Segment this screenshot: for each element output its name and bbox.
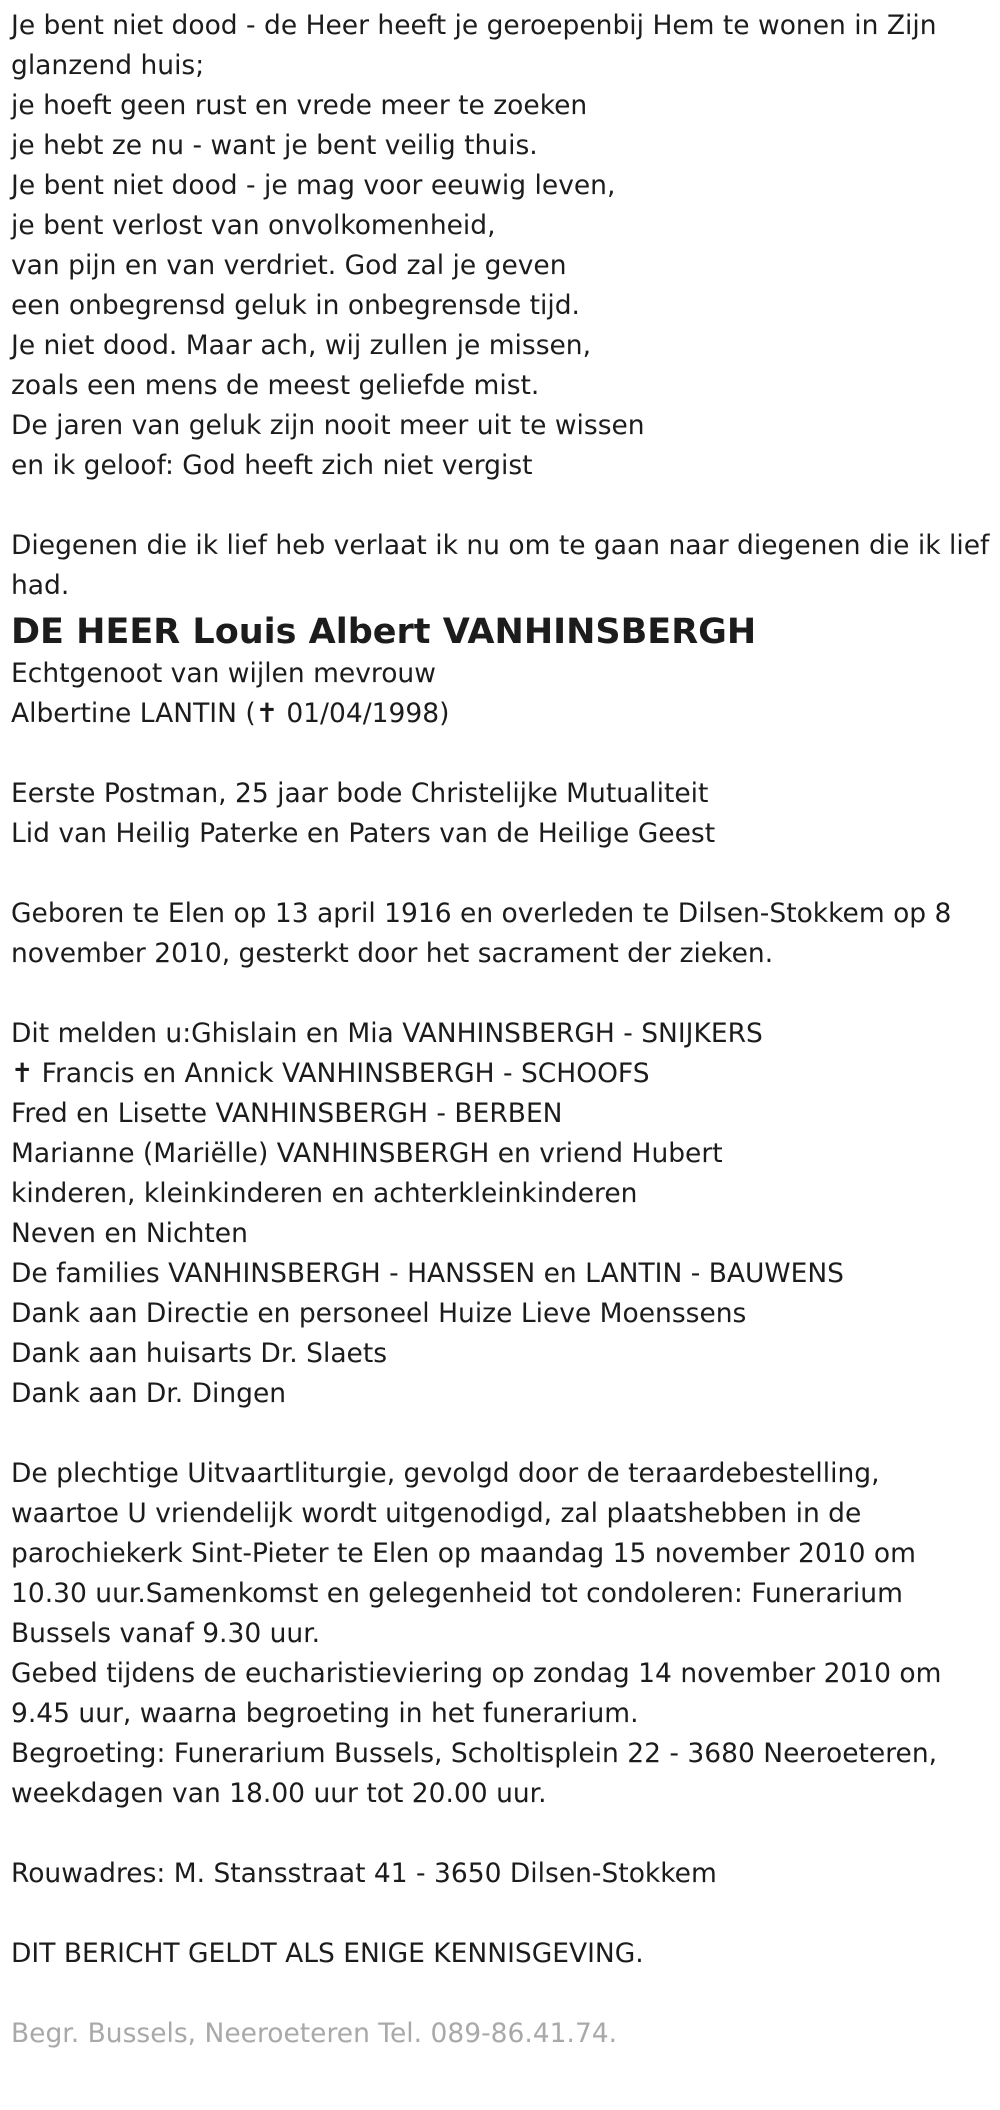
quote-line: Diegenen die ik lief heb verlaat ik nu om te gaan naar diegenen die ik lief [11,530,990,561]
spacer [11,1814,996,1854]
ceremony-info [11,1454,996,1814]
funeral-home-footer: Begr. Bussels, Neeroeteren Tel. 089-86.41.74. [11,2018,618,2049]
poem-line: van pijn en van verdriet. God zal je geven [11,250,567,281]
quote [11,526,996,606]
ceremony-line: 9.45 uur, waarna begroeting in het funerarium. [11,1698,639,1729]
ceremony-line: 10.30 uur.Samenkomst en gelegenheid tot condoleren: Funerarium [11,1578,903,1609]
announcer-line: De families VANHINSBERGH - HANSSEN en LANTIN - BAUWENS [11,1258,845,1289]
announcer-line: Dank aan huisarts Dr. Slaets [11,1338,388,1369]
spouse-line: Echtgenoot van wijlen mevrouw [11,658,436,689]
poem-line: Je bent niet dood - je mag voor eeuwig leven, [11,170,616,201]
ceremony-line: Gebed tijdens de eucharistieviering op zondag 14 november 2010 om [11,1658,942,1689]
ceremony-line: parochiekerk Sint-Pieter te Elen op maandag 15 november 2010 om [11,1538,916,1569]
notice-text: DIT BERICHT GELDT ALS ENIGE KENNISGEVING. [11,1938,644,1969]
spacer [11,1974,996,2014]
spacer [11,486,996,526]
obituary-document [11,6,996,2054]
spouse-line: Albertine LANTIN (✝ 01/04/1998) [11,698,450,729]
spouse-info [11,654,996,734]
announcer-line: kinderen, kleinkinderen en achterkleinkinderen [11,1178,638,1209]
announcer-line: Dank aan Directie en personeel Huize Lieve Moenssens [11,1298,747,1329]
poem-line: glanzend huis; [11,50,205,81]
mourning-address: Rouwadres: M. Stansstraat 41 - 3650 Dilsen-Stokkem [11,1858,717,1889]
roles [11,774,996,854]
birth-line: Geboren te Elen op 13 april 1916 en overleden te Dilsen-Stokkem op 8 [11,898,952,929]
ceremony-line: waartoe U vriendelijk wordt uitgenodigd, zal plaatshebben in de [11,1498,862,1529]
ceremony-line: De plechtige Uitvaartliturgie, gevolgd door de teraardebestelling, [11,1458,880,1489]
role-line: Eerste Postman, 25 jaar bode Christelijke Mutualiteit [11,778,709,809]
poem-line: je hoeft geen rust en vrede meer te zoeken [11,90,588,121]
spacer [11,1894,996,1934]
ceremony-line: Begroeting: Funerarium Bussels, Scholtisplein 22 - 3680 Neeroeteren, [11,1738,938,1769]
birth-line: november 2010, gesterkt door het sacrament der zieken. [11,938,774,969]
announcer-line: Dit melden u:Ghislain en Mia VANHINSBERGH - SNIJKERS [11,1018,763,1049]
poem-line: je bent verlost van onvolkomenheid, [11,210,496,241]
deceased-name-title: DE HEER Louis Albert VANHINSBERGH [11,612,757,652]
poem-line: een onbegrensd geluk in onbegrensde tijd. [11,290,580,321]
ceremony-line: Bussels vanaf 9.30 uur. [11,1618,321,1649]
birth-death-info [11,894,996,974]
announcer-line: ✝ Francis en Annick VANHINSBERGH - SCHOOFS [11,1058,650,1089]
ceremony-line: weekdagen van 18.00 uur tot 20.00 uur. [11,1778,547,1809]
poem-line: zoals een mens de meest geliefde mist. [11,370,540,401]
quote-line: had. [11,570,70,601]
role-line: Lid van Heilig Paterke en Paters van de Heilige Geest [11,818,716,849]
poem-line: en ik geloof: God heeft zich niet vergist [11,450,533,481]
spacer [11,734,996,774]
poem-line: Je niet dood. Maar ach, wij zullen je missen, [11,330,592,361]
announcer-line: Dank aan Dr. Dingen [11,1378,287,1409]
poem-line: je hebt ze nu - want je bent veilig thuis. [11,130,538,161]
announcer-line: Neven en Nichten [11,1218,248,1249]
spacer [11,1414,996,1454]
spacer [11,974,996,1014]
poem [11,6,996,486]
poem-line: Je bent niet dood - de Heer heeft je geroepenbij Hem te wonen in Zijn [11,10,937,41]
poem-line: De jaren van geluk zijn nooit meer uit te wissen [11,410,645,441]
announcer-line: Marianne (Mariëlle) VANHINSBERGH en vriend Hubert [11,1138,723,1169]
announcer-line: Fred en Lisette VANHINSBERGH - BERBEN [11,1098,563,1129]
announcers-list [11,1014,996,1414]
spacer [11,854,996,894]
